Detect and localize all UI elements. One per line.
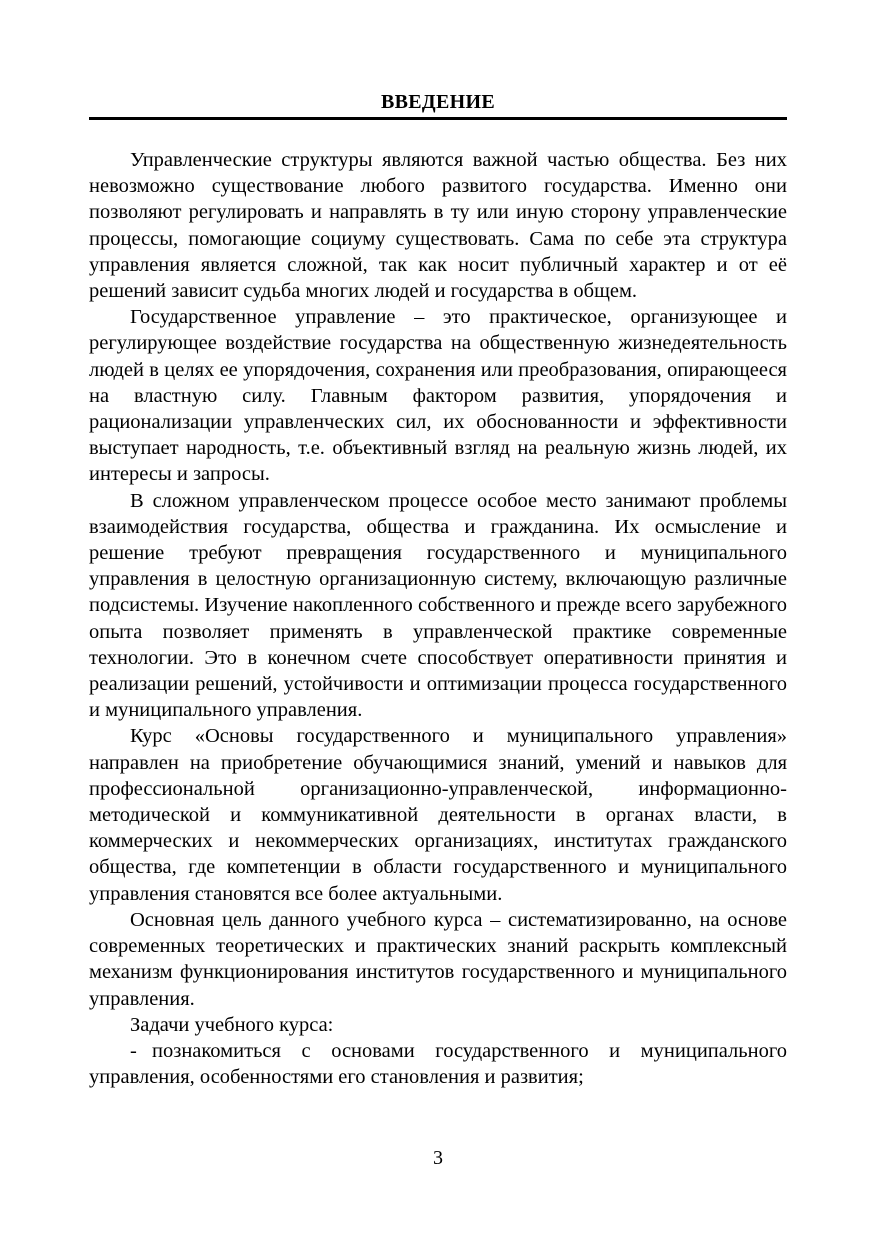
document-page: [89, 0, 787, 1240]
list-item: [89, 1038, 787, 1090]
paragraph: Государственное управление – это практическое, организующее и регулирующее воздействие государства на общественную жизнедеятельность людей в целях ее упорядочения, сохранения или преобразования, опирающееся на властную силу. Главным фактором развития, упорядочения и рационализации управленческих сил, их обоснованности и эффективности выступает народность, т.е. объективный взгляд на реальную жизнь людей, их интересы и запросы.: [89, 306, 787, 486]
heading-underline: [89, 117, 787, 120]
page-number: 3: [433, 1147, 443, 1169]
paragraph: Задачи учебного курса:: [130, 1013, 334, 1036]
paragraph: Управленческие структуры являются важной частью общества. Без них невозможно существование любого развитого государства. Именно они позволяют регулировать и направлять в ту или иную сторону управленческие процессы, помогающие социуму существовать. Сама по себе эта структура управления является сложной, так как носит публичный характер и от её решений зависит судьба многих людей и государства в общем.: [89, 149, 787, 303]
paragraph: Курс «Основы государственного и муниципального управления» направлен на приобретение обучающимися знаний, умений и навыков для профессиональной организационно-управленческой, информационно-методической и коммуникативной деятельности в органах власти, в коммерческих и некоммерческих организациях, институтах гражданского общества, где компетенции в области государственного и муниципального управления становятся все более актуальными.: [89, 725, 787, 905]
list-item-text: познакомиться с основами государственного и муниципального управления, особенностями его становления и развития;: [89, 1039, 787, 1089]
paragraph: Основная цель данного учебного курса – систематизированно, на основе современных теоретических и практических знаний раскрыть комплексный механизм функционирования институтов государственного и муниципального управления.: [89, 908, 787, 1010]
section-heading: ВВЕДЕНИЕ: [381, 91, 495, 113]
paragraph: В сложном управленческом процессе особое место занимают проблемы взаимодействия государства, общества и гражданина. Их осмысление и решение требуют превращения государственного и муниципального управления в целостную организационную систему, включающую различные подсистемы. Изучение накопленного собственного и прежде всего зарубежного опыта позволяет применять в управленческой практике современные технологии. Это в конечном счете способствует оперативности принятия и реализации решений, устойчивости и оптимизации процесса государственного и муниципального управления.: [89, 489, 787, 722]
list-dash: -: [130, 1039, 137, 1062]
body-text: [89, 147, 787, 1090]
